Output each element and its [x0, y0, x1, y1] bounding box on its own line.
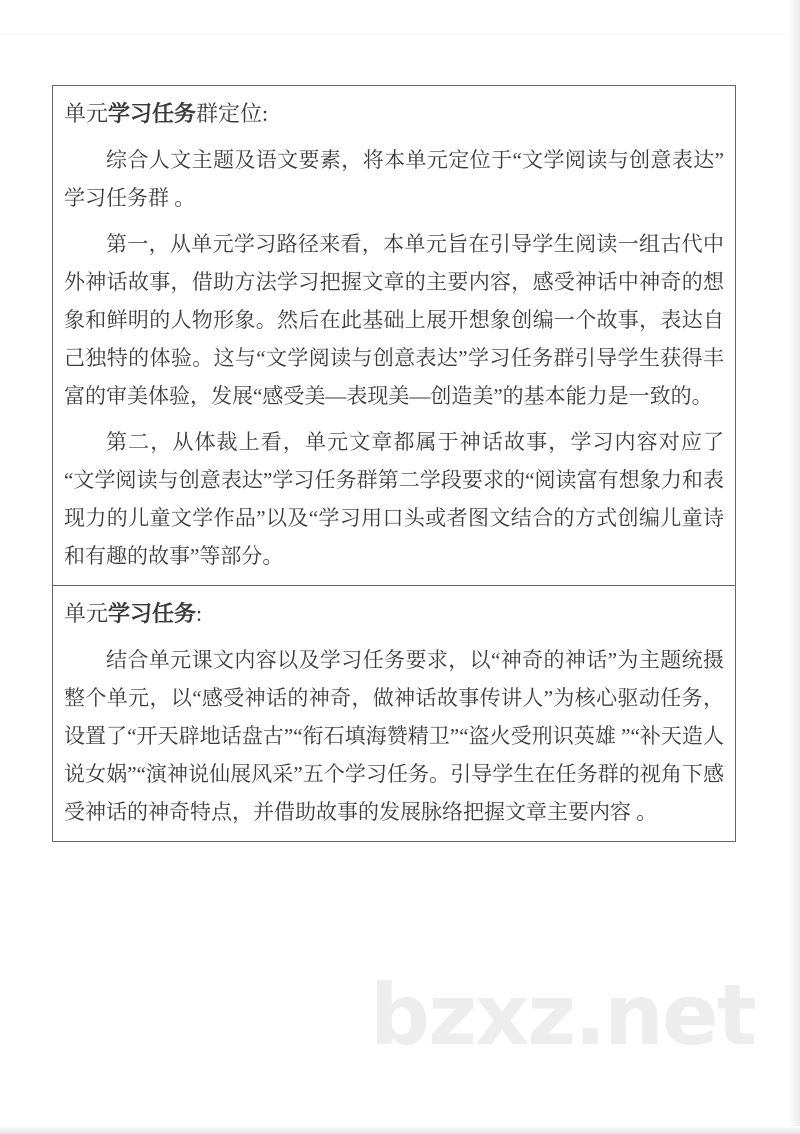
section-task-group-positioning — [53, 86, 735, 585]
paragraph: 结合单元课文内容以及学习任务要求，以“神奇的神话”为主题统摄整个单元，以“感受神话的神奇，做神话故事传讲人”为核心驱动任务，设置了“开天辟地话盘古”“衔石填海赞精卫”“盗火受刑识英雄 ”“补天造人说女娲”“演神说仙展风采”五个学习任务。引导学生在任务群的视角下感受神话的神奇特点，并借助故事的发展脉络把握文章主要内容 。 — [64, 648, 724, 824]
heading-bold-text: 学习任务 — [108, 101, 197, 126]
scan-artifact-band — [0, 33, 800, 36]
site-watermark: bzxz.net — [370, 966, 755, 1064]
page-edge-shadow-right — [788, 0, 800, 1134]
heading-prefix: 单元 — [64, 101, 109, 126]
section-heading-task-group — [64, 95, 724, 133]
section-heading-learning-tasks — [64, 595, 724, 633]
paragraph: 第一，从单元学习路径来看，本单元旨在引导学生阅读一组古代中外神话故事，借助方法学习把握文章的主要内容，感受神话中神奇的想象和鲜明的人物形象。然后在此基础上展开想象创编一个故事，表达自己独特的体验。这与“文学阅读与创意表达”学习任务群引导学生获得丰富的审美体验，发展“感受美—表现美—创造美”的基本能力是一致的。 — [64, 232, 724, 408]
heading-bold-text: 学习任务 — [108, 601, 197, 626]
unit-plan-table — [52, 85, 736, 842]
heading-suffix: : — [196, 601, 203, 626]
heading-suffix: 群定位: — [196, 101, 269, 126]
page-edge-shadow-bottom — [0, 1126, 800, 1134]
paragraph: 综合人文主题及语文要素，将本单元定位于“文学阅读与创意表达”学习任务群 。 — [64, 148, 724, 210]
paragraph: 第二，从体裁上看，单元文章都属于神话故事，学习内容对应了“文学阅读与创意表达”学习任务群第二学段要求的“阅读富有想象力和表现力的儿童文学作品”以及“学习用口头或者图文结合的方式创编儿童诗和有趣的故事”等部分。 — [64, 430, 724, 568]
heading-prefix: 单元 — [64, 601, 109, 626]
section-learning-tasks — [53, 585, 735, 841]
